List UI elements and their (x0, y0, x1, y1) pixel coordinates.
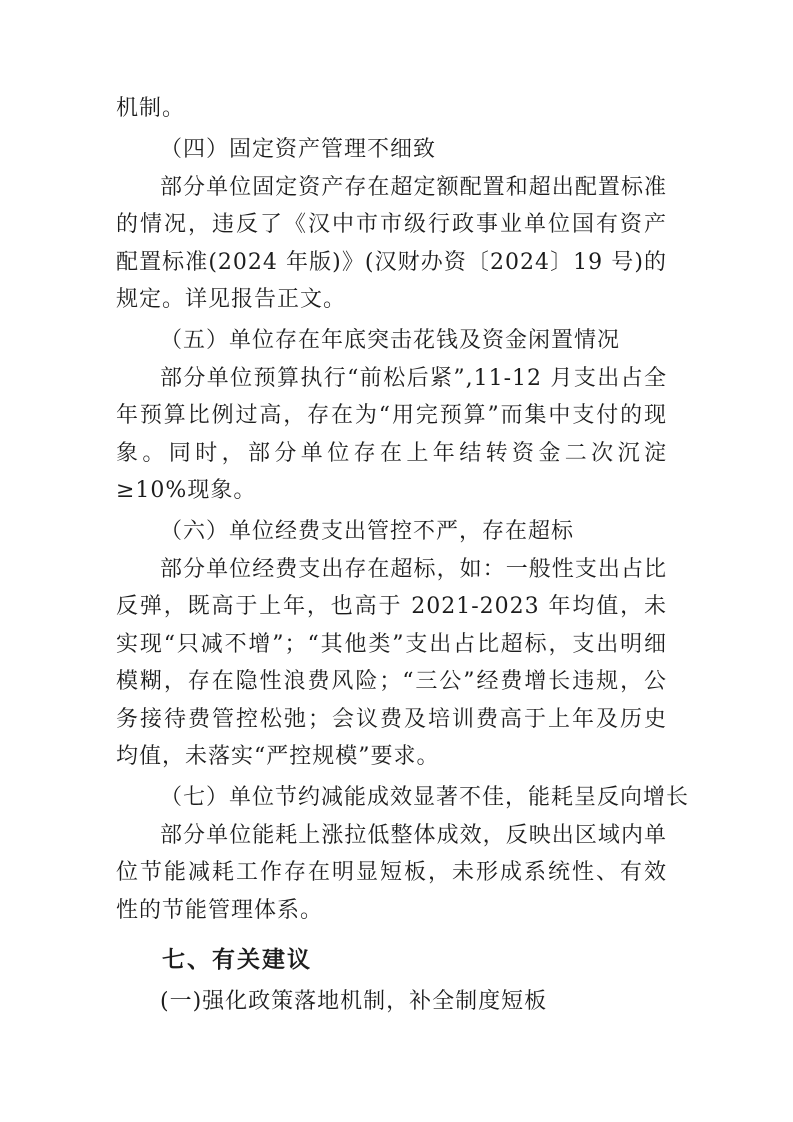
subheading-item-4: （四）固定资产管理不细致 (160, 137, 437, 163)
paragraph-fixed-assets: 部分单位固定资产存在超定额配置和超出配置标准的情况，违反了《汉中市市级行政事业单位国有资产配置标准(2024 年版)》(汉财办资〔2024〕19 号)的规定。详见报告正文。 (116, 174, 667, 313)
document-body (116, 90, 690, 1021)
subheading-item-6: （六）单位经费支出管控不严，存在超标 (160, 519, 575, 545)
paragraph-energy-consumption: 部分单位能耗上涨拉低整体成效，反映出区域内单位节能减耗工作存在明显短板，未形成系统性、有效性的节能管理体系。 (116, 822, 667, 923)
section-heading-suggestions: 七、有关建议 (162, 946, 312, 973)
paragraph-year-end-spending: 部分单位预算执行“前松后紧”,11-12 月支出占全年预算比例过高，存在为“用完预算”而集中支付的现象。同时，部分单位存在上年结转资金二次沉淀≥10%现象。 (116, 365, 667, 504)
subheading-suggestion-1: (一)强化政策落地机制，补全制度短板 (160, 989, 548, 1015)
subheading-item-7: （七）单位节约减能成效显著不佳，能耗呈反向增长 (160, 785, 690, 811)
subheading-item-5: （五）单位存在年底突击花钱及资金闲置情况 (160, 328, 621, 354)
paragraph-expense-control: 部分单位经费支出存在超标，如：一般性支出占比反弹，既高于上年，也高于 2021-2023 年均值，未实现“只减不增”；“其他类”支出占比超标，支出明细模糊，存在隐性浪费风险；“三公”经费增长违规，公务接待费管控松弛；会议费及培训费高于上年及历史均值，未落实“严控规模”要求。 (116, 556, 667, 769)
paragraph-continuation: 机制。 (116, 96, 186, 121)
